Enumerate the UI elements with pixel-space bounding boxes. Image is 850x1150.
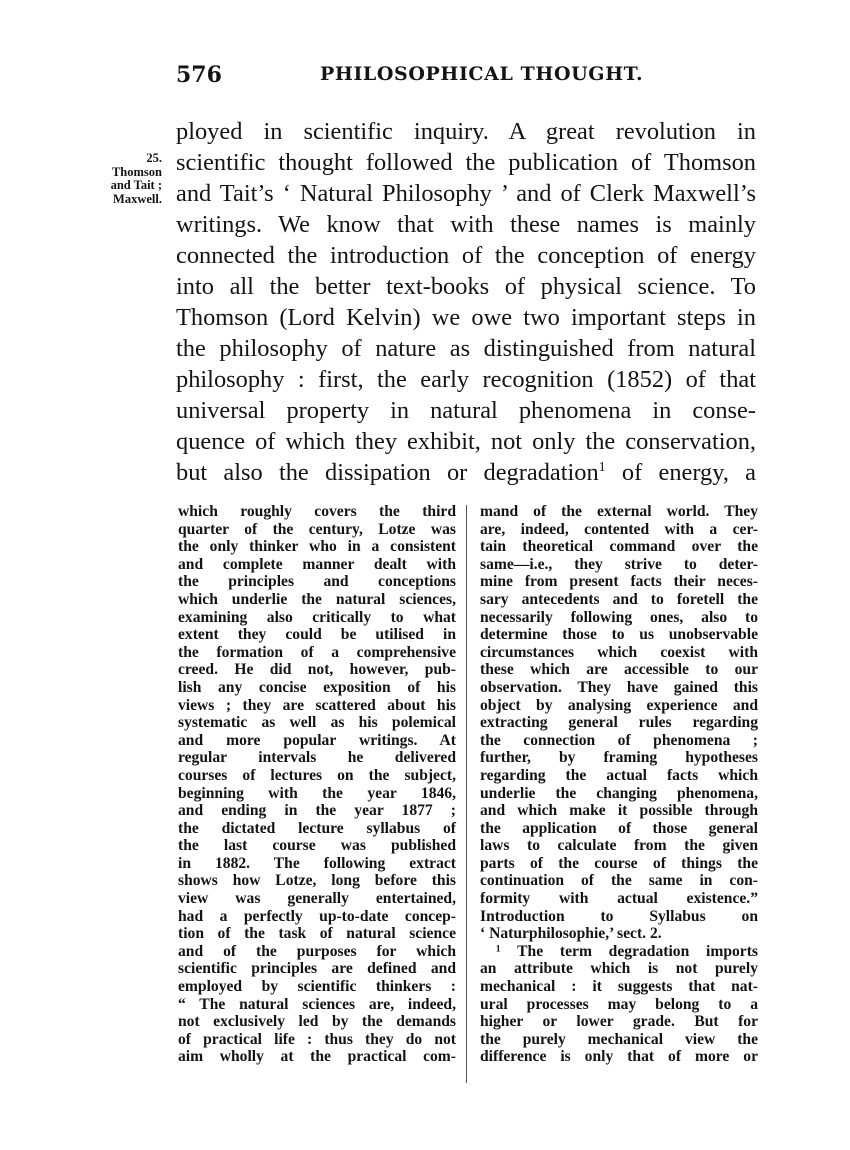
footnote-line: necessarily following ones, also to — [480, 608, 758, 626]
footnote-line: of practical life : thus they do not — [178, 1030, 456, 1048]
margin-note-line: 25. — [146, 151, 162, 165]
footnote-line: shows how Lotze, long before this — [178, 872, 456, 890]
footnote-line: the only thinker who in a consistent — [178, 538, 456, 556]
footnote-line: an attribute which is not purely — [480, 960, 758, 978]
footnote-line: circumstances which coexist with — [480, 643, 758, 661]
footnote-line: mechanical : it suggests that nat- — [480, 978, 758, 996]
footnote-line: had a perfectly up-to-date concep- — [178, 907, 456, 925]
footnote-line: sary antecedents and to foretell the — [480, 590, 758, 608]
footnote-line: ¹ The term degradation imports — [496, 942, 758, 960]
footnote-line: the dictated lecture syllabus of — [178, 819, 456, 837]
footnote-line: employed by scientific thinkers : — [178, 978, 456, 996]
footnote-line: Introduction to Syllabus on — [480, 907, 758, 925]
main-text-line: and Tait’s ‘ Natural Philosophy ’ and of Clerk Maxwell’s — [176, 180, 756, 207]
footnote-line: determine those to us unobservable — [480, 626, 758, 644]
footnote-line: observation. They have gained this — [480, 678, 758, 696]
column-divider — [466, 505, 467, 1083]
footnote-line: continuation of the same in con- — [480, 872, 758, 890]
footnote-line: regular intervals he delivered — [178, 749, 456, 767]
footnote-line: lish any concise exposition of his — [178, 678, 456, 696]
footnote-line: formity with actual existence.” — [480, 890, 758, 908]
margin-note — [78, 152, 162, 206]
running-head: PHILOSOPHICAL THOUGHT. — [320, 63, 644, 85]
footnote-line: the formation of a comprehensive — [178, 643, 456, 661]
footnote-line: the principles and conceptions — [178, 573, 456, 591]
main-text-segment: but also the dissipation or degradation — [176, 459, 599, 486]
footnote-line: and more popular writings. At — [178, 731, 456, 749]
main-text-line: philosophy : first, the early recognition (1852) of that — [176, 366, 756, 393]
footnote-line: scientific principles are defined and — [178, 960, 456, 978]
main-text-segment: of energy, a — [605, 459, 757, 486]
footnote-line: underlie the changing phenomena, — [480, 784, 758, 802]
footnote-line: same—i.e., they strive to deter- — [480, 555, 758, 573]
footnote-line: extent they could be utilised in — [178, 626, 456, 644]
margin-note-line: Thomson — [111, 164, 162, 179]
footnote-line: view was generally entertained, — [178, 890, 456, 908]
footnote-left-column — [178, 503, 456, 1066]
footnote-line: difference is only that of more or — [480, 1048, 758, 1066]
footnote-line: ural processes may belong to a — [480, 995, 758, 1013]
main-text-line: the philosophy of nature as distinguished from natural — [176, 335, 756, 362]
footnote-line: ‘ Naturphilosophie,’ sect. 2. — [480, 925, 662, 943]
footnote-line: tion of the task of natural science — [178, 925, 456, 943]
footnote-line: higher or lower grade. But for — [480, 1013, 758, 1031]
footnote-line: mine from present facts their neces- — [480, 573, 758, 591]
footnote-line: parts of the course of things the — [480, 854, 758, 872]
footnote-line: are, indeed, contented with a cer- — [480, 520, 758, 538]
main-text-line: scientific thought followed the publication of Thomson — [176, 149, 756, 176]
margin-note-line: Maxwell. — [113, 191, 162, 206]
footnote-right-column — [480, 503, 758, 1066]
footnote-line: not exclusively led by the demands — [178, 1013, 456, 1031]
main-text-line: quence of which they exhibit, not only the conservation, — [176, 428, 756, 455]
footnote-line: views ; they are scattered about his — [178, 696, 456, 714]
main-text-line: ployed in scientific inquiry. A great revolution in — [176, 118, 756, 145]
footnote-line: the connection of phenomena ; — [480, 731, 758, 749]
footnote-line: which roughly covers the third — [178, 503, 456, 520]
footnote-line: laws to calculate from the given — [480, 837, 758, 855]
footnote-line: creed. He did not, however, pub- — [178, 661, 456, 679]
footnote-marker: 1 — [598, 460, 606, 475]
footnote-line: and of the purposes for which — [178, 942, 456, 960]
main-text-line: writings. We know that with these names is mainly — [176, 211, 756, 238]
footnote-line: “ The natural sciences are, indeed, — [178, 995, 456, 1013]
footnote-line: examining also critically to what — [178, 608, 456, 626]
footnote-line: regarding the actual facts which — [480, 766, 758, 784]
footnote-line: which underlie the natural sciences, — [178, 590, 456, 608]
footnote-line: and complete manner dealt with — [178, 555, 456, 573]
footnote-line: quarter of the century, Lotze was — [178, 520, 456, 538]
main-text-last-line — [176, 457, 756, 488]
main-text — [176, 116, 756, 488]
footnote-line: object by analysing experience and — [480, 696, 758, 714]
main-text-line: into all the better text-books of physical science. To — [176, 273, 756, 300]
footnote-line: the purely mechanical view the — [480, 1030, 758, 1048]
footnote-line: beginning with the year 1846, — [178, 784, 456, 802]
footnote-line: aim wholly at the practical com- — [178, 1048, 456, 1066]
main-text-line: Thomson (Lord Kelvin) we owe two important steps in — [176, 304, 756, 331]
footnote-line: in 1882. The following extract — [178, 854, 456, 872]
footnote-line: the application of those general — [480, 819, 758, 837]
footnote-line: further, by framing hypotheses — [480, 749, 758, 767]
footnote-line: the last course was published — [178, 837, 456, 855]
footnote-line: these which are accessible to our — [480, 661, 758, 679]
footnote-line: and which make it possible through — [480, 802, 758, 820]
main-text-line: universal property in natural phenomena in conse- — [176, 397, 756, 424]
footnote-line: and ending in the year 1877 ; — [178, 802, 456, 820]
margin-note-line: and Tait ; — [110, 178, 162, 192]
footnote-line: mand of the external world. They — [480, 503, 758, 520]
footnote-line: courses of lectures on the subject, — [178, 766, 456, 784]
footnote-line: tain theoretical command over the — [480, 538, 758, 556]
footnote-line: systematic as well as his polemical — [178, 714, 456, 732]
main-text-line: connected the introduction of the conception of energy — [176, 242, 756, 269]
page-number: 576 — [176, 62, 222, 88]
footnote-line: extracting general rules regarding — [480, 714, 758, 732]
